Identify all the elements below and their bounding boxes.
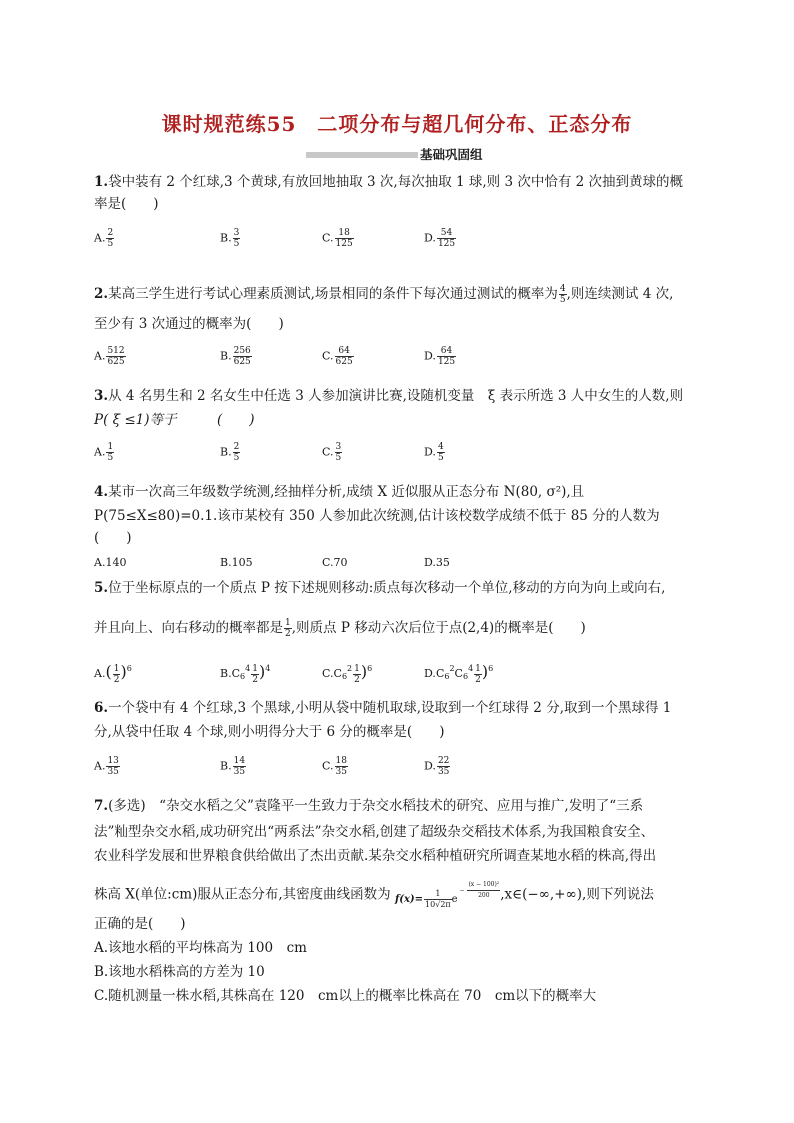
- question-5-option-b: $B.C_6^4$ $\frac{1}{2}$ )$^4$: [220, 662, 271, 685]
- question-3-number: 3.: [94, 388, 109, 404]
- question-5-option-a: A.( $\frac{1}{2}$ )$^6$: [94, 662, 132, 685]
- section-label: 基础巩固组: [420, 147, 483, 162]
- question-1-option-d: D. $\frac{54}{125}$: [424, 228, 456, 249]
- question-1-number: 1.: [94, 174, 109, 190]
- question-5-line-1: 5.位于坐标原点的一个质点 P 按下述规则移动:质点每次移动一个单位,移动的方向为向上或向右,: [94, 580, 666, 596]
- question-2-option-d: D. $\frac{64}{125}$: [424, 346, 456, 367]
- page-title: 课时规范练55 二项分布与超几何分布、正态分布: [161, 112, 633, 136]
- question-4-number: 4.: [94, 484, 109, 500]
- question-1-line-1: [94, 172, 683, 192]
- question-5-number: 5.: [94, 580, 109, 596]
- question-4-line-3: ( ): [94, 530, 132, 546]
- question-1-line-2: 率是( ): [94, 196, 159, 212]
- question-6-option-b: B. $\frac{14}{35}$: [220, 756, 246, 777]
- question-7-option-a: A.该地水稻的平均株高为 100 cm: [94, 940, 307, 956]
- question-3-option-b: B. $\frac{2}{5}$: [220, 442, 240, 463]
- question-2-line-2: 至少有 3 次通过的概率为( ): [94, 316, 284, 332]
- question-6-line-1: 6.一个袋中有 4 个红球,3 个黑球,小明从袋中随机取球,设取到一个红球得 2 分,取到一个黑球得 1: [94, 700, 672, 716]
- question-3-option-d: D. $\frac{4}{5}$: [424, 442, 444, 463]
- density-function-formula: f(x)= $\frac{1}{10√2\pi}$ e $^{- \frac{\text{(x − 100)²}}{200}}$: [394, 881, 500, 909]
- question-2-option-a: A. $\frac{512}{625}$: [94, 346, 125, 367]
- question-2-number: 2.: [94, 286, 109, 302]
- question-6-number: 6.: [94, 700, 109, 716]
- question-4-option-c: C.70: [322, 556, 348, 569]
- question-7-line-4: 株高 X(单位:cm)服从正态分布,其密度曲线函数为 f(x)= $\frac{1}{10√2\pi}$ e $^{- \frac{\text{(x − 100)²}}{200}}$ ,x∈(−∞,+∞),则下列说法: [94, 881, 654, 909]
- question-6-option-a: A. $\frac{13}{35}$: [94, 756, 119, 777]
- question-3-option-c: C. $\frac{3}{5}$: [322, 442, 342, 463]
- question-3-line-1: 3.从 4 名男生和 2 名女生中任选 3 人参加演讲比赛,设随机变量 ξ 表示所选 3 人中女生的人数,则: [94, 388, 684, 404]
- question-1-option-b: B. $\frac{3}{5}$: [220, 228, 240, 249]
- question-6-option-c: C. $\frac{18}{35}$: [322, 756, 347, 777]
- question-5-option-d: $D.C_6^2C_6^4$ $\frac{1}{2}$ )$^6$: [424, 662, 494, 685]
- question-5-line-2: 并且向上、向右移动的概率都是 $\frac{1}{2}$ ,则质点 P 移动六次后位于点(2,4)的概率是( ): [94, 618, 586, 639]
- question-2-option-c: C. $\frac{64}{625}$: [322, 346, 353, 367]
- question-6-line-2: 分,从袋中任取 4 个球,则小明得分大于 6 分的概率是( ): [94, 724, 445, 740]
- question-4-option-d: D.35: [424, 556, 450, 569]
- question-1-option-c: C. $\frac{18}{125}$: [322, 228, 353, 249]
- question-1-text: 袋中装有 2 个红球,3 个黄球,有放回地抽取 3 次,每次抽取 1 球,则 3 次中恰有 2 次抽到黄球的概: [108, 174, 683, 190]
- question-2-line-1: 2.某高三学生进行考试心理素质测试,场景相同的条件下每次通过测试的概率为 $\frac{4}{5}$ ,则连续测试 4 次,: [94, 284, 674, 305]
- question-7-line-2: 法”籼型杂交水稻,成功研究出“两系法”杂交水稻,创建了超级杂交稻技术体系,为我国粮食安全、: [94, 824, 655, 840]
- question-5-option-c: $C.C_6^2$ $\frac{1}{2}$ )$^6$: [322, 662, 373, 685]
- question-7-option-b: B.该地水稻株高的方差为 10: [94, 964, 265, 980]
- question-6-option-d: D. $\frac{22}{35}$: [424, 756, 450, 777]
- question-4-line-2: P(75≤X≤80)=0.1.该市某校有 350 人参加此次统测,估计该校数学成绩不低于 85 分的人数为: [94, 508, 660, 524]
- question-1-option-a: A. $\frac{2}{5}$: [94, 228, 114, 249]
- question-4-option-b: B.105: [220, 556, 253, 569]
- question-7-number: 7.: [94, 798, 109, 814]
- question-4-line-1: 4.某市一次高三年级数学统测,经抽样分析,成绩 X 近似服从正态分布 N(80, σ²),且: [94, 484, 585, 500]
- question-3-option-a: A. $\frac{1}{5}$: [94, 442, 114, 463]
- question-7-line-5: 正确的是( ): [94, 916, 186, 932]
- question-7-line-1: 7.(多选) “杂交水稻之父”袁隆平一生致力于杂交水稻技术的研究、应用与推广,发明了“三系: [94, 798, 644, 814]
- question-7-line-3: 农业科学发展和世界粮食供给做出了杰出贡献.某杂交水稻种植研究所调查某地水稻的株高,得出: [94, 848, 657, 864]
- section-divider: [306, 152, 418, 158]
- question-7-option-c: C.随机测量一株水稻,其株高在 120 cm以上的概率比株高在 70 cm以下的概率大: [94, 988, 597, 1004]
- question-2-option-b: B. $\frac{256}{625}$: [220, 346, 251, 367]
- question-3-line-2: P( ξ ≤1)等于 ( ): [94, 412, 255, 428]
- question-4-option-a: A.140: [94, 556, 127, 569]
